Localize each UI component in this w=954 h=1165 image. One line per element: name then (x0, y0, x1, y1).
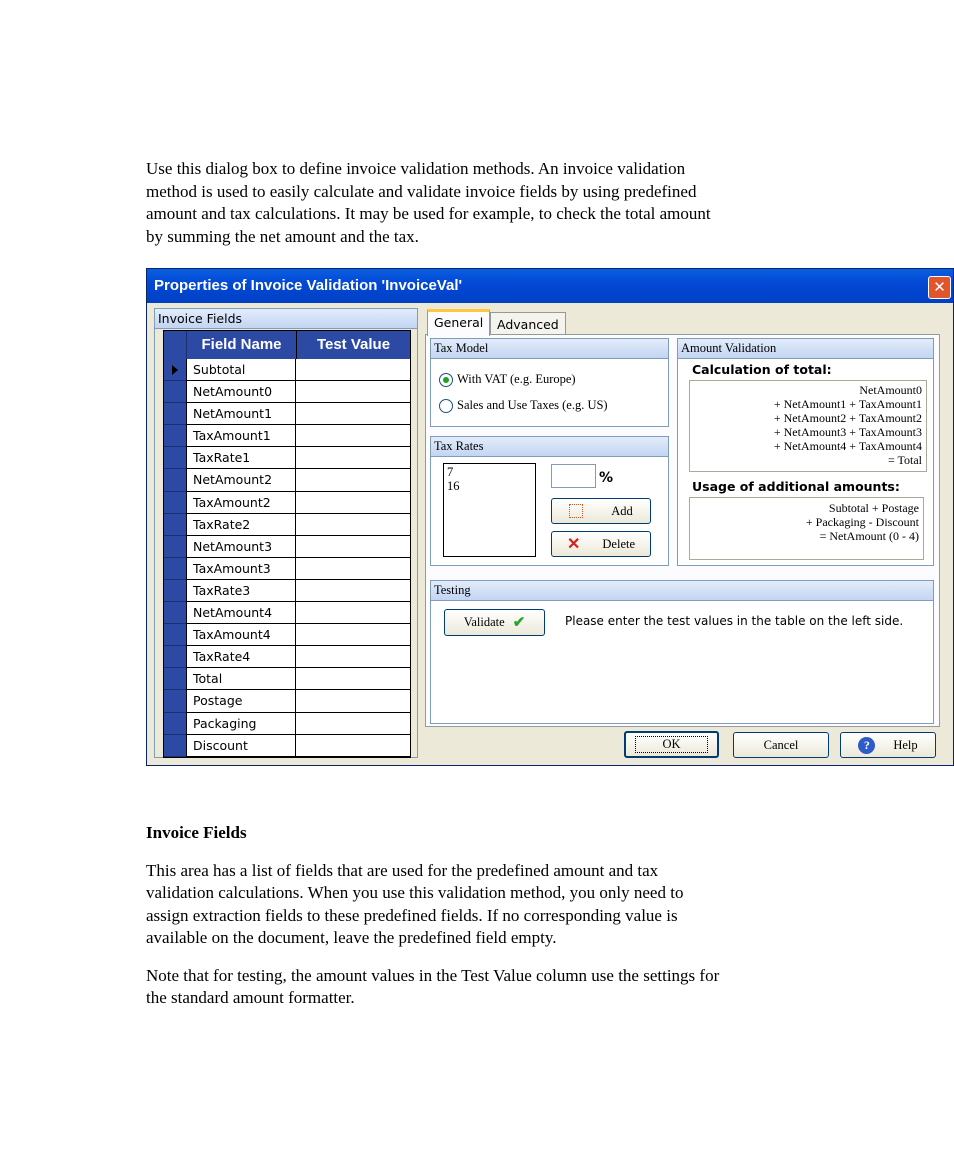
dialog-title: Properties of Invoice Validation 'InvoiceVal' (154, 277, 463, 294)
add-button-label: Add (611, 503, 633, 518)
validate-button-label: Validate (463, 615, 505, 629)
cancel-button-label: Cancel (763, 737, 799, 752)
invoice-fields-title: Invoice Fields (155, 309, 417, 329)
table-row[interactable] (164, 425, 410, 447)
invoice-fields-grid[interactable] (163, 330, 411, 758)
row-selector[interactable] (164, 690, 186, 712)
test-value-cell[interactable] (295, 735, 410, 757)
test-value-cell[interactable] (295, 492, 410, 514)
para2-line: Note that for testing, the amount values in the Test Value column use the settings for (146, 965, 720, 985)
amount-validation-title: Amount Validation (678, 339, 933, 359)
field-name-cell: NetAmount1 (186, 403, 295, 425)
row-selector[interactable] (164, 447, 186, 469)
table-row[interactable] (164, 735, 410, 757)
section-heading: Invoice Fields (146, 823, 247, 842)
validate-button[interactable] (444, 609, 545, 636)
testing-title: Testing (431, 581, 933, 601)
row-selector[interactable] (164, 602, 186, 624)
field-name-cell: Discount (186, 735, 295, 757)
delete-button-label: Delete (602, 536, 636, 551)
intro-line: method is used to easily calculate and validate invoice fields by using predefined (146, 181, 697, 201)
field-name-cell: NetAmount0 (186, 381, 295, 403)
test-value-cell[interactable] (295, 713, 410, 735)
test-value-cell[interactable] (295, 668, 410, 690)
para1-line: assign extraction fields to these predefined fields. If no corresponding value is (146, 905, 678, 925)
field-name-cell: TaxRate1 (186, 447, 295, 469)
formula-line: NetAmount0 (859, 383, 922, 397)
current-row-arrow-icon (172, 365, 178, 375)
field-name-cell: TaxAmount3 (186, 558, 295, 580)
radio-sales-use-taxes-label: Sales and Use Taxes (e.g. US) (457, 398, 608, 412)
test-value-cell[interactable] (295, 624, 410, 646)
table-row[interactable] (164, 381, 410, 403)
radio-with-vat[interactable] (439, 372, 576, 387)
tab-advanced[interactable]: Advanced (490, 312, 566, 336)
test-value-cell[interactable] (295, 403, 410, 425)
table-row[interactable] (164, 359, 410, 381)
delete-button[interactable] (551, 531, 651, 557)
row-selector[interactable] (164, 713, 186, 735)
formula-line: = NetAmount (0 - 4) (819, 529, 919, 543)
formula-line: + Packaging - Discount (805, 515, 919, 529)
section-invoice-fields (146, 822, 836, 1010)
table-row[interactable] (164, 447, 410, 469)
radio-sales-use-taxes[interactable] (439, 398, 608, 413)
formula-line: + NetAmount1 + TaxAmount1 (773, 397, 922, 411)
tax-rates-title: Tax Rates (431, 437, 668, 457)
row-selector[interactable] (164, 646, 186, 668)
testing-hint: Please enter the test values in the table on the left side. (565, 614, 904, 628)
testing-group (430, 580, 934, 724)
field-name-cell: NetAmount3 (186, 536, 295, 558)
test-value-cell[interactable] (295, 381, 410, 403)
usage-additional-amounts-label: Usage of additional amounts: (692, 479, 900, 494)
formula-line: + NetAmount3 + TaxAmount3 (773, 425, 922, 439)
test-value-cell[interactable] (295, 580, 410, 602)
close-icon: ✕ (933, 278, 946, 296)
ok-button[interactable] (624, 731, 719, 758)
table-row[interactable] (164, 602, 410, 624)
tax-model-title: Tax Model (431, 339, 668, 359)
para1-line: available on the document, leave the predefined field empty. (146, 928, 557, 947)
formula-line: + NetAmount4 + TaxAmount4 (773, 439, 922, 453)
test-value-cell[interactable] (295, 425, 410, 447)
add-icon (569, 504, 583, 518)
tax-rate-item[interactable]: 7 (447, 465, 454, 479)
test-value-cell[interactable] (295, 469, 410, 491)
row-selector[interactable] (164, 580, 186, 602)
test-value-cell[interactable] (295, 536, 410, 558)
field-name-cell: TaxRate4 (186, 646, 295, 668)
calculation-of-total-label: Calculation of total: (692, 362, 832, 377)
field-name-cell: NetAmount2 (186, 469, 295, 491)
usage-formula (689, 497, 924, 560)
para1-line: validation calculations. When you use this validation method, you only need to (146, 883, 684, 902)
column-header-test-value[interactable]: Test Value (296, 331, 410, 359)
radio-with-vat-label: With VAT (e.g. Europe) (457, 372, 576, 386)
dialog-titlebar (147, 269, 953, 303)
help-icon: ? (858, 737, 875, 754)
row-selector[interactable] (164, 469, 186, 491)
delete-icon: ✕ (566, 536, 581, 553)
table-row[interactable] (164, 558, 410, 580)
help-button-label: Help (893, 737, 918, 752)
total-formula (689, 380, 927, 472)
checkmark-icon: ✔ (512, 615, 526, 631)
test-value-cell[interactable] (295, 602, 410, 624)
row-selector[interactable] (164, 492, 186, 514)
help-button[interactable] (840, 732, 936, 758)
tax-rate-input[interactable] (551, 464, 596, 488)
field-name-cell: TaxRate3 (186, 580, 295, 602)
tax-rate-item[interactable]: 16 (447, 479, 460, 493)
formula-line: + NetAmount2 + TaxAmount2 (773, 411, 922, 425)
para2-line: the standard amount formatter. (146, 988, 355, 1007)
percent-label: % (599, 470, 614, 486)
intro-paragraph (146, 158, 836, 248)
table-row[interactable] (164, 624, 410, 646)
para1-line: This area has a list of fields that are used for the predefined amount and tax (146, 860, 659, 880)
test-value-cell[interactable] (295, 690, 410, 712)
ok-button-label: OK (636, 737, 706, 752)
field-name-cell: Total (186, 668, 295, 690)
row-selector[interactable] (164, 514, 186, 536)
formula-line: Subtotal + Postage (828, 501, 919, 515)
close-button[interactable] (928, 276, 951, 299)
field-name-cell: TaxRate2 (186, 514, 295, 536)
table-row[interactable] (164, 403, 410, 425)
row-selector[interactable] (164, 624, 186, 646)
field-name-cell: TaxAmount1 (186, 425, 295, 447)
table-row[interactable] (164, 469, 410, 491)
table-row[interactable] (164, 536, 410, 558)
test-value-cell[interactable] (295, 359, 410, 381)
row-selector[interactable] (164, 536, 186, 558)
field-name-cell: Subtotal (186, 359, 295, 381)
row-selector[interactable] (164, 359, 186, 381)
intro-line: amount and tax calculations. It may be used for example, to check the total amount (146, 204, 711, 223)
table-row[interactable] (164, 668, 410, 690)
test-value-cell[interactable] (295, 646, 410, 668)
field-name-cell: TaxAmount2 (186, 492, 295, 514)
row-selector[interactable] (164, 381, 186, 403)
formula-line: = Total (887, 453, 922, 467)
table-row[interactable] (164, 514, 410, 536)
field-name-cell: Postage (186, 690, 295, 712)
test-value-cell[interactable] (295, 558, 410, 580)
test-value-cell[interactable] (295, 447, 410, 469)
table-row[interactable] (164, 713, 410, 735)
radio-unselected-icon (439, 399, 453, 413)
field-name-cell: TaxAmount4 (186, 624, 295, 646)
table-row[interactable] (164, 580, 410, 602)
row-selector[interactable] (164, 558, 186, 580)
tab-general[interactable]: General (427, 309, 490, 336)
row-selector[interactable] (164, 735, 186, 757)
column-header-field-name[interactable]: Field Name (186, 331, 296, 359)
table-row[interactable] (164, 646, 410, 668)
add-button[interactable] (551, 498, 651, 524)
grid-header (164, 331, 410, 359)
cancel-button[interactable] (733, 732, 829, 758)
row-selector[interactable] (164, 668, 186, 690)
field-name-cell: Packaging (186, 713, 295, 735)
row-selector[interactable] (164, 425, 186, 447)
intro-line: by summing the net amount and the tax. (146, 226, 419, 246)
test-value-cell[interactable] (295, 514, 410, 536)
row-selector[interactable] (164, 403, 186, 425)
tax-rates-list[interactable] (443, 463, 536, 557)
table-row[interactable] (164, 690, 410, 712)
field-name-cell: NetAmount4 (186, 602, 295, 624)
radio-selected-icon (439, 373, 453, 387)
tax-model-group (430, 338, 669, 427)
table-row[interactable] (164, 492, 410, 514)
intro-line: Use this dialog box to define invoice validation methods. An invoice validation (146, 159, 686, 178)
